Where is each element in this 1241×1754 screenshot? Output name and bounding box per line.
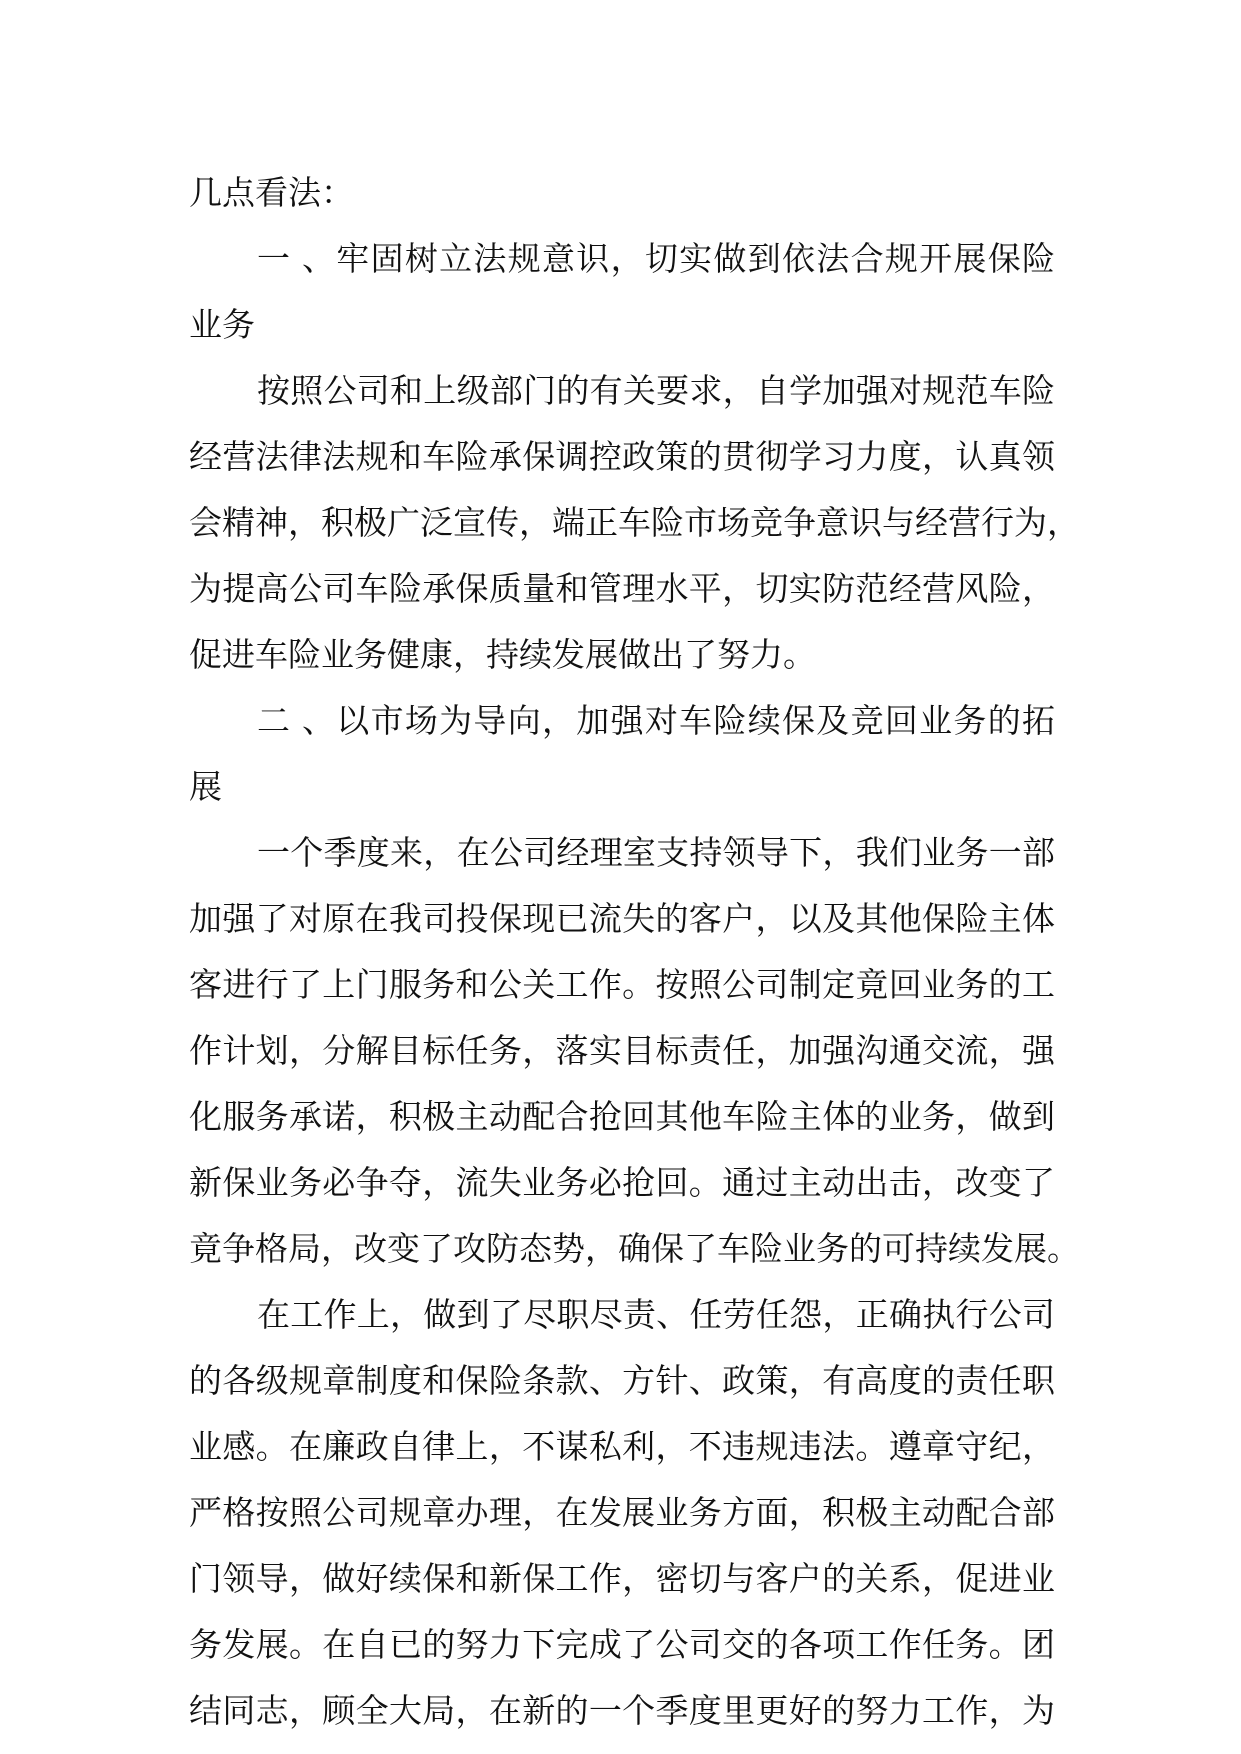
section-heading-continuation: 展 <box>189 767 222 806</box>
paragraph-line: 按照公司和上级部门的有关要求，自学加强对规范车险 <box>257 371 1055 410</box>
section-heading <box>189 226 1055 292</box>
paragraph-line: 严格按照公司规章办理，在发展业务方面，积极主动配合部 <box>189 1493 1055 1532</box>
paragraph-line: 加强了对原在我司投保现已流失的客户，以及其他保险主体 <box>189 899 1055 938</box>
section-heading <box>189 688 1055 754</box>
paragraph-line: 客进行了上门服务和公关工作。按照公司制定竟回业务的工 <box>189 965 1055 1004</box>
paragraph-line: 为提高公司车险承保质量和管理水平，切实防范经营风险， <box>189 569 1055 608</box>
paragraph-line: 的各级规章制度和保险条款、方针、政策，有高度的责任职 <box>189 1361 1055 1400</box>
paragraph-line: 一个季度来，在公司经理室支持领导下，我们业务一部 <box>257 833 1055 872</box>
paragraph-line: 门领导，做好续保和新保工作，密切与客户的关系，促进业 <box>189 1559 1055 1598</box>
intro-line: 几点看法： <box>189 173 354 212</box>
paragraph-line: 竟争格局，改变了攻防态势，确保了车险业务的可持续发展。 <box>189 1229 1080 1268</box>
paragraph <box>189 820 1080 1282</box>
paragraph-line: 务发展。在自已的努力下完成了公司交的各项工作任务。团 <box>189 1625 1055 1664</box>
document-page <box>189 160 1080 1744</box>
section-number: 一、 <box>257 239 335 278</box>
paragraph-line: 经营法律法规和车险承保调控政策的贯彻学习力度，认真领 <box>189 437 1055 476</box>
paragraph-line: 作计划，分解目标任务，落实目标责任，加强沟通交流，强 <box>189 1031 1055 1070</box>
paragraph-line: 化服务承诺，积极主动配合抢回其他车险主体的业务，做到 <box>189 1097 1055 1136</box>
section-heading-text: 以市场为导向，加强对车险续保及竞回业务的拓 <box>335 701 1055 740</box>
paragraph-line: 结同志，顾全大局，在新的一个季度里更好的努力工作，为 <box>189 1691 1055 1730</box>
paragraph <box>189 358 1080 688</box>
section-heading-continuation: 业务 <box>189 305 255 344</box>
paragraph-line: 业感。在廉政自律上，不谋私利，不违规违法。遵章守纪， <box>189 1427 1055 1466</box>
paragraph-line: 在工作上，做到了尽职尽责、任劳任怨，正确执行公司 <box>257 1295 1055 1334</box>
paragraph-line: 会精神，积极广泛宣传，端正车险市场竞争意识与经营行为， <box>189 503 1080 542</box>
section-heading-text: 牢固树立法规意识，切实做到依法合规开展保险 <box>335 239 1055 278</box>
section-number: 二、 <box>257 701 335 740</box>
paragraph-line: 新保业务必争夺，流失业务必抢回。通过主动出击，改变了 <box>189 1163 1055 1202</box>
paragraph-line: 促进车险业务健康，持续发展做出了努力。 <box>189 635 816 674</box>
paragraph <box>189 1282 1055 1744</box>
